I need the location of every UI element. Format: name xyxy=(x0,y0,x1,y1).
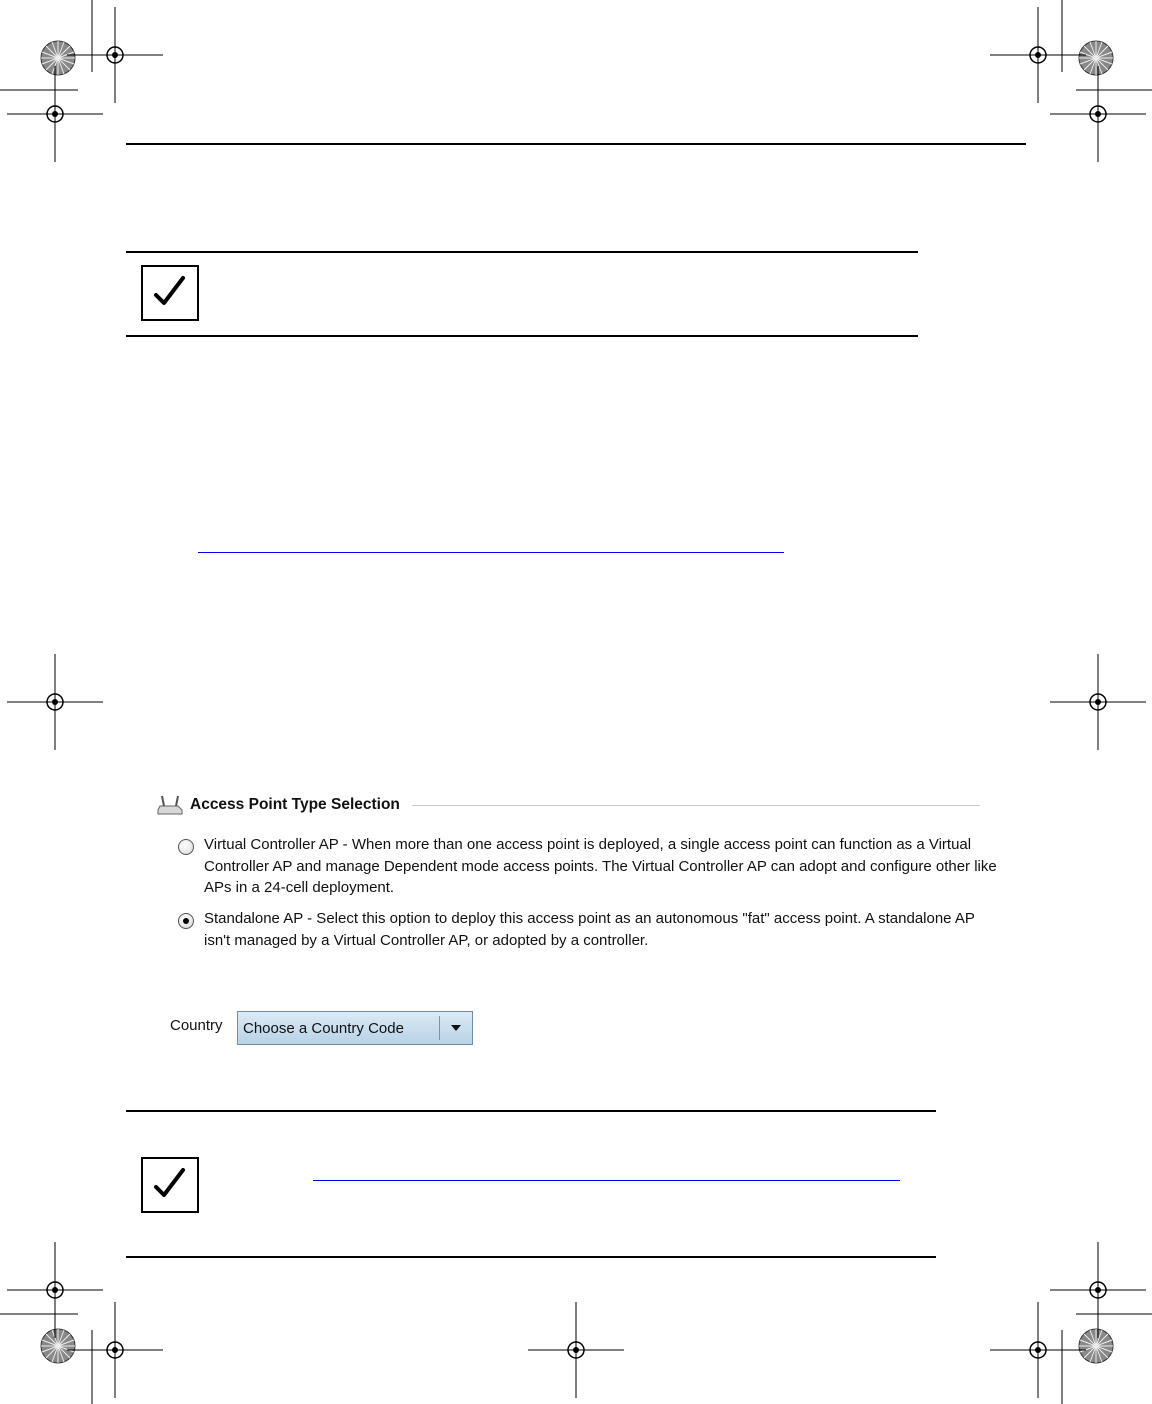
page-header-rule xyxy=(126,143,1026,145)
hyperlink[interactable] xyxy=(313,1180,900,1181)
crosshair-registration-icon xyxy=(1050,66,1146,162)
radio-standalone-ap[interactable] xyxy=(178,913,194,929)
registration-star-icon xyxy=(1079,1329,1113,1363)
note-box xyxy=(141,1157,199,1213)
crosshair-registration-icon xyxy=(1050,1242,1146,1338)
registration-star-icon xyxy=(41,1329,75,1363)
hyperlink[interactable] xyxy=(198,552,784,553)
crosshair-registration-icon xyxy=(528,1302,624,1398)
radio-virtual-controller-ap[interactable] xyxy=(178,839,194,855)
option-standalone-ap[interactable] xyxy=(178,908,1004,951)
chevron-down-icon[interactable] xyxy=(440,1024,472,1032)
crosshair-registration-icon xyxy=(67,1302,163,1398)
registration-star-icon xyxy=(1079,41,1113,75)
crosshair-registration-icon xyxy=(1050,654,1146,750)
note-top-rule xyxy=(126,1110,936,1112)
crosshair-registration-icon xyxy=(7,66,103,162)
checkmark-note-icon xyxy=(150,273,190,313)
crosshair-registration-icon xyxy=(990,7,1086,103)
note-top-rule xyxy=(126,251,918,253)
section-title: Access Point Type Selection xyxy=(190,796,400,813)
country-label: Country xyxy=(170,1017,223,1034)
checkmark-note-icon xyxy=(150,1165,190,1205)
note-bottom-rule xyxy=(126,335,918,337)
option-label: Standalone AP - Select this option to deploy this access point as an autonomous "fat" access point. A standalone AP isn't managed by a Virtual Controller AP, or adopted by a controller. xyxy=(204,910,975,949)
note-bottom-rule xyxy=(126,1256,936,1258)
access-point-type-header xyxy=(156,792,986,818)
option-label: Virtual Controller AP - When more than one access point is deployed, a single access point can function as a Virtual Controller AP and manage Dependent mode access points. The Virtual Controller AP can adopt and configure other like APs in a 24-cell deployment. xyxy=(204,836,997,896)
access-point-icon xyxy=(156,794,184,816)
crosshair-registration-icon xyxy=(67,7,163,103)
section-divider xyxy=(412,805,980,806)
country-select-value: Choose a Country Code xyxy=(243,1019,404,1037)
crosshair-registration-icon xyxy=(7,1242,103,1338)
crosshair-registration-icon xyxy=(7,654,103,750)
note-box xyxy=(141,265,199,321)
crosshair-registration-icon xyxy=(990,1302,1086,1398)
option-virtual-controller-ap[interactable] xyxy=(178,834,1004,899)
country-select[interactable] xyxy=(237,1011,473,1045)
registration-star-icon xyxy=(41,41,75,75)
